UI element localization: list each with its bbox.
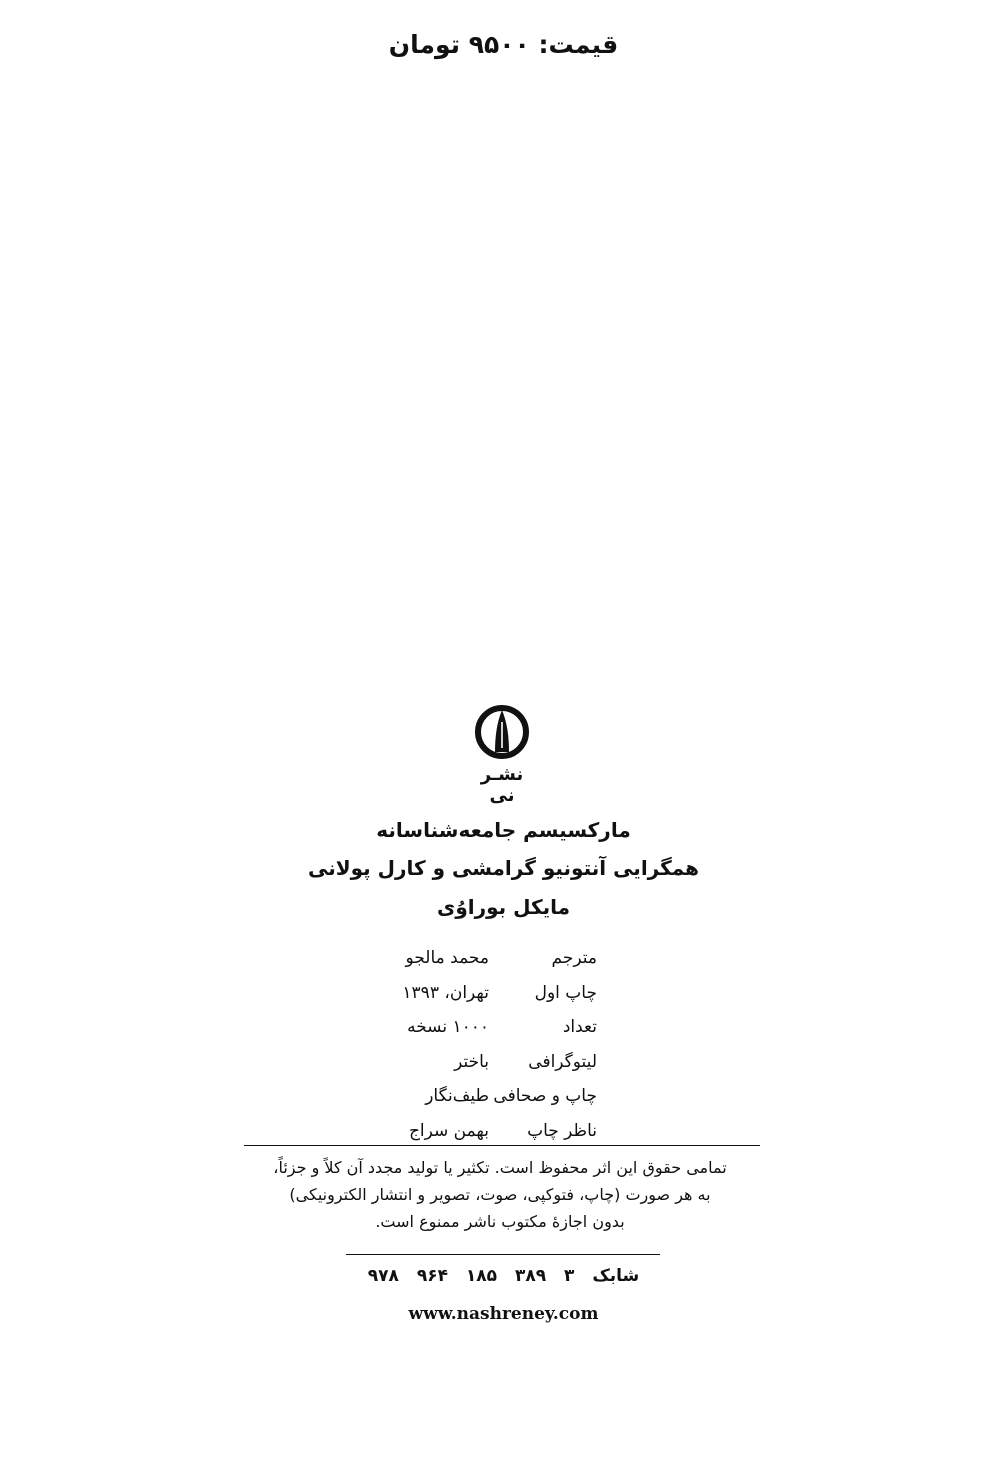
book-author: مایکل بوراوُی: [436, 895, 571, 919]
credit-value: بهمن سراج: [408, 1120, 489, 1141]
credit-row-copies: [402, 1010, 597, 1045]
credit-value: باختر: [454, 1051, 489, 1072]
credit-row-lithography: [402, 1045, 597, 1080]
credit-row-printing: [402, 1079, 597, 1114]
minaret-in-circle-icon: [467, 702, 537, 764]
credit-label: چاپ و صحافی: [493, 1086, 597, 1106]
credit-value: ۱۰۰۰ نسخه: [407, 1017, 489, 1037]
credit-label: تعداد: [562, 1017, 597, 1037]
credits-list: [402, 941, 597, 1148]
credit-label: ناظر چاپ: [527, 1120, 597, 1141]
book-title: مارکسیسم جامعه‌شناسانه: [376, 818, 631, 842]
price-label: قیمت: ۹۵۰۰ تومان: [388, 30, 619, 59]
copyright-notice: [240, 1154, 760, 1235]
credit-value: محمد مالجو: [405, 948, 489, 968]
publisher-logo: [467, 702, 537, 806]
credit-label: مترجم: [551, 948, 597, 968]
divider-bottom: [346, 1254, 660, 1255]
copyright-line-1: تمامی حقوق این اثر محفوظ است. تکثیر یا تولید مجدد آن کلاً و جزئاً،: [273, 1158, 727, 1177]
book-subtitle: همگرایی آنتونیو گرامشی و کارل پولانی: [307, 856, 700, 880]
credit-value: طیف‌نگار: [425, 1086, 489, 1106]
publisher-website: www.nashreney.com: [408, 1304, 599, 1324]
publisher-name: نشـر نی: [480, 764, 524, 806]
credit-label: چاپ اول: [534, 982, 597, 1003]
divider-top: [244, 1145, 760, 1146]
credit-row-edition: [402, 976, 597, 1011]
credit-value: تهران، ۱۳۹۳: [402, 982, 489, 1003]
credit-label: لیتوگرافی: [528, 1051, 597, 1072]
copyright-line-3: بدون اجازهٔ مکتوب ناشر ممنوع است.: [375, 1212, 625, 1231]
credit-row-translator: [402, 941, 597, 976]
credit-row-supervisor: [402, 1114, 597, 1149]
isbn: شابک ۳ ۳۸۹ ۱۸۵ ۹۶۴ ۹۷۸: [367, 1266, 640, 1286]
copyright-line-2: به هر صورت (چاپ، فتوکپی، صوت، تصویر و انتشار الکترونیکی): [289, 1185, 711, 1204]
